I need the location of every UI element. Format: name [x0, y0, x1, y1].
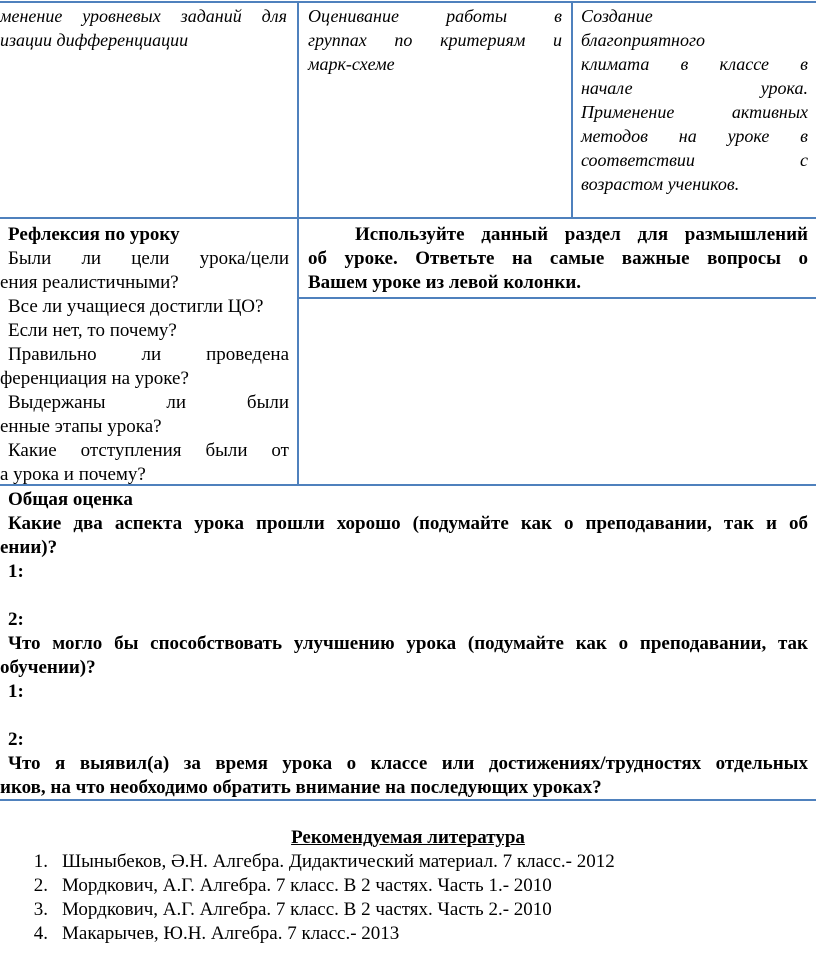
question-line: Какие два аспекта урока прошли хорошо (подумайте как о преподавании, так и об — [8, 513, 808, 534]
table-column-divider — [571, 1, 573, 218]
question-line: ференциация на уроке? — [0, 368, 189, 389]
reflection-answer-area[interactable] — [300, 300, 816, 484]
answer-label: 2: — [8, 609, 24, 630]
table-border-bottom — [0, 799, 816, 801]
cell-line: группах по критериям и — [308, 30, 562, 50]
question-line: обучении)? — [0, 657, 96, 678]
question-line: Что могло бы способствовать улучшению урока (подумайте как о преподавании, так — [8, 633, 808, 654]
question-line: Были ли цели урока/цели — [8, 248, 289, 269]
question-line: Выдержаны ли были — [8, 392, 289, 413]
reflection-title: Рефлексия по уроку — [8, 224, 180, 245]
answer-label: 2: — [8, 729, 24, 750]
cell-line: благоприятного — [581, 30, 706, 50]
answer-label: 1: — [8, 561, 24, 582]
item-text: Макарычев, Ю.Н. Алгебра. 7 класс.- 2013 — [62, 923, 400, 944]
question-line: иков, на что необходимо обратить внимание на последующих уроках? — [0, 777, 602, 798]
cell-line: соответствии с — [581, 150, 808, 170]
cell-line: менение уровневых заданий для — [0, 6, 287, 26]
cell-line: Оценивание работы в — [308, 6, 562, 26]
cell-line: климата в классе в — [581, 54, 808, 74]
instruction-line: Используйте данный раздел для размышлений — [355, 224, 808, 245]
item-number: 1. — [33, 851, 48, 872]
item-number: 3. — [33, 899, 48, 920]
item-text: Мордкович, А.Г. Алгебра. 7 класс. В 2 частях. Часть 2.- 2010 — [62, 899, 552, 920]
cell-line: марк-схеме — [308, 54, 395, 74]
question-line: ении)? — [0, 537, 58, 558]
question-line: ения реалистичными? — [0, 272, 179, 293]
question-line: Все ли учащиеся достигли ЦО? — [8, 296, 264, 317]
cell-line: начале урока. — [581, 78, 808, 98]
table-row-divider — [0, 217, 816, 219]
table-cell-divider — [298, 297, 816, 299]
question-line: Что я выявил(а) за время урока о классе или достижениях/трудностях отдельных — [8, 753, 808, 774]
question-line: Какие отступления были от — [8, 440, 289, 461]
question-line: а урока и почему? — [0, 464, 146, 485]
question-line: Правильно ли проведена — [8, 344, 289, 365]
question-line: Если нет, то почему? — [8, 320, 177, 341]
table-border-top — [0, 1, 816, 3]
literature-title: Рекомендуемая литература — [291, 827, 525, 848]
item-number: 4. — [33, 923, 48, 944]
cell-line: методов на уроке в — [581, 126, 808, 146]
item-text: Шыныбеков, Ә.Н. Алгебра. Дидактический материал. 7 класс.- 2012 — [62, 851, 615, 872]
cell-line: Создание — [581, 6, 653, 26]
item-text: Мордкович, А.Г. Алгебра. 7 класс. В 2 частях. Часть 1.- 2010 — [62, 875, 552, 896]
answer-label: 1: — [8, 681, 24, 702]
overall-title: Общая оценка — [8, 489, 133, 510]
cell-line: Применение активных — [581, 102, 808, 122]
instruction-line: Вашем уроке из левой колонки. — [308, 272, 582, 293]
item-number: 2. — [33, 875, 48, 896]
cell-line: возрастом учеников. — [581, 174, 740, 194]
cell-line: изации дифференциации — [0, 30, 189, 50]
instruction-line: об уроке. Ответьте на самые важные вопросы о — [308, 248, 808, 269]
question-line: енные этапы урока? — [0, 416, 162, 437]
table-column-divider — [297, 1, 299, 485]
